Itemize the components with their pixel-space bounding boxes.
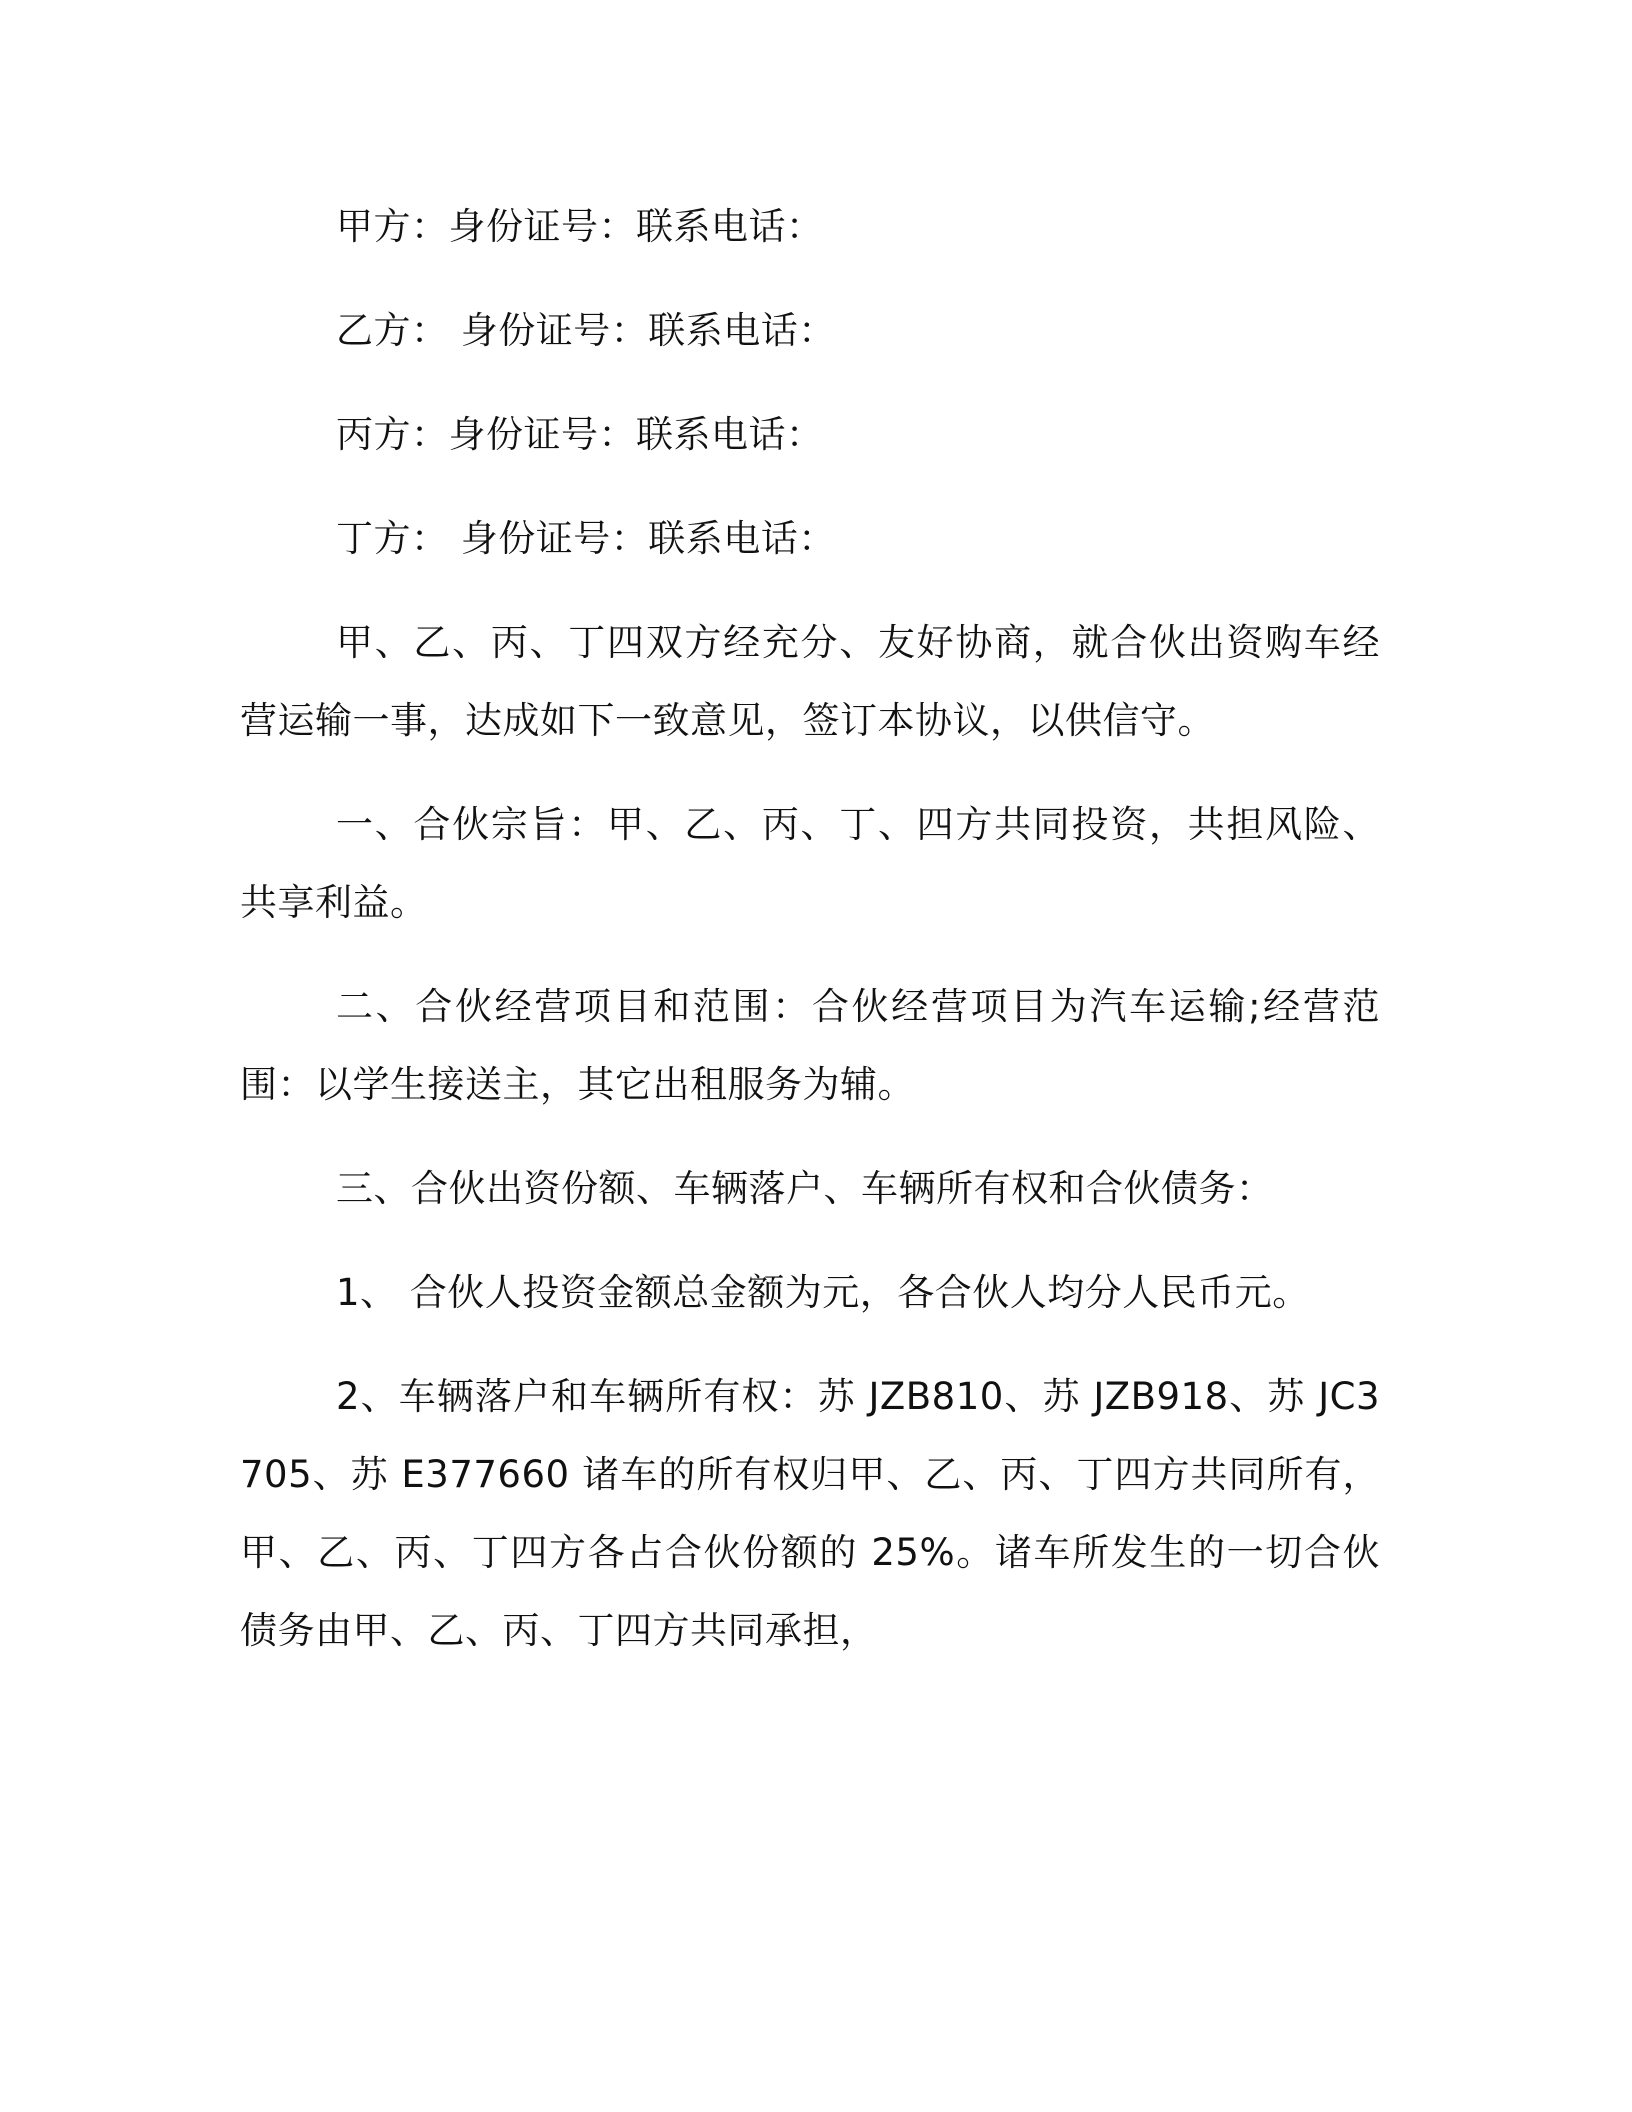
party-d-phone-label: 联系电话： xyxy=(648,517,836,560)
party-b-label: 乙方： xyxy=(336,309,449,352)
intro-paragraph: 甲、乙、丙、丁四双方经充分、友好协商，就合伙出资购车经营运输一事，达成如下一致意见，签订本协议，以供信守。 xyxy=(240,621,1380,742)
party-d-label: 丁方： xyxy=(336,517,449,560)
party-b-line xyxy=(240,292,1380,370)
party-d-line xyxy=(240,500,1380,578)
clause-2-scope: 二、合伙经营项目和范围：合伙经营项目为汽车运输;经营范围：以学生接送主，其它出租服务为辅。 xyxy=(240,985,1380,1106)
party-b-phone-label: 联系电话： xyxy=(648,309,836,352)
party-a-label: 甲方： xyxy=(336,205,449,248)
party-c-line xyxy=(240,396,1380,474)
party-c-label: 丙方： xyxy=(336,413,449,456)
party-b-id-label: 身份证号： xyxy=(448,309,649,352)
clause-3-heading: 三、合伙出资份额、车辆落户、车辆所有权和合伙债务： xyxy=(336,1167,1274,1210)
party-a-line xyxy=(240,188,1380,266)
party-d-id-label: 身份证号： xyxy=(448,517,649,560)
party-a-phone-label: 联系电话： xyxy=(636,205,824,248)
party-a-id-label: 身份证号： xyxy=(448,205,636,248)
document-body xyxy=(240,188,1380,1696)
clause-3-2-ownership: 2、车辆落户和车辆所有权：苏 JZB810、苏 JZB918、苏 JC3705、苏 E377660 诸车的所有权归甲、乙、丙、丁四方共同所有，甲、乙、丙、丁四方各占合伙份额的 25%。诸车所发生的一切合伙债务由甲、乙、丙、丁四方共同承担， xyxy=(240,1375,1380,1652)
party-c-id-label: 身份证号： xyxy=(448,413,636,456)
clause-1-purpose: 一、合伙宗旨：甲、乙、丙、丁、四方共同投资，共担风险、共享利益。 xyxy=(240,803,1380,924)
party-c-phone-label: 联系电话： xyxy=(636,413,824,456)
clause-3-1-investment: 1、 合伙人投资金额总金额为元，各合伙人均分人民币元。 xyxy=(336,1271,1310,1314)
